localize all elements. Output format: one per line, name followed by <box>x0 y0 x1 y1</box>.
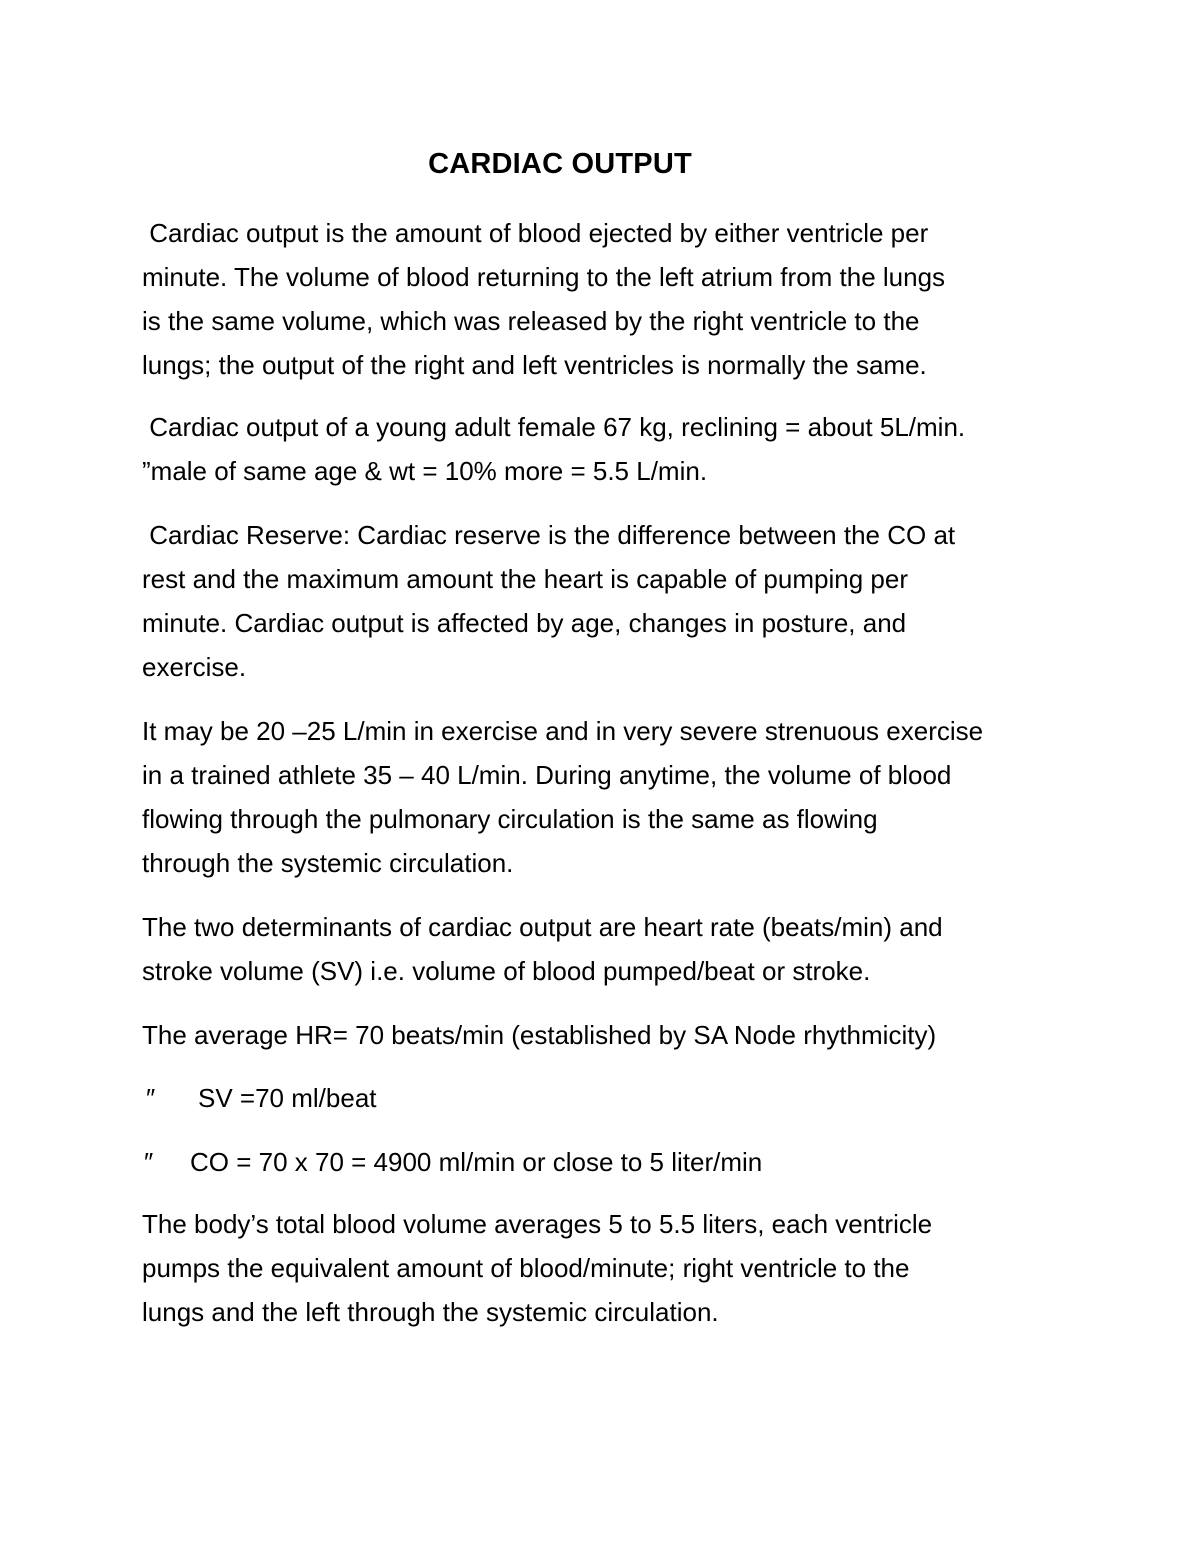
text-line: through the systemic circulation. <box>142 848 514 878</box>
paragraph-definition <box>142 211 1102 387</box>
co-line: CO = 70 x 70 = 4900 ml/min or close to 5 liter/min <box>190 1147 763 1177</box>
text-line: rest and the maximum amount the heart is capable of pumping per <box>142 564 908 594</box>
text-line: is the same volume, which was released by the right ventricle to the <box>142 306 920 336</box>
text-line: Cardiac output is the amount of blood ejected by either ventricle per <box>142 218 929 248</box>
text-line: lungs; the output of the right and left ventricles is normally the same. <box>142 350 927 380</box>
text-line: The two determinants of cardiac output are heart rate (beats/min) and <box>142 912 943 942</box>
page-title: CARDIAC OUTPUT <box>428 148 692 180</box>
text-line: minute. The volume of blood returning to the left atrium from the lungs <box>142 262 946 292</box>
text-line: flowing through the pulmonary circulation is the same as flowing <box>142 804 878 834</box>
sv-line: SV =70 ml/beat <box>198 1083 377 1113</box>
paragraph-average-hr <box>142 1013 1102 1057</box>
text-line: pumps the equivalent amount of blood/minute; right ventricle to the <box>142 1253 910 1283</box>
ditto-mark: ″ <box>146 1083 156 1113</box>
text-line: exercise. <box>142 652 247 682</box>
text-line: in a trained athlete 35 – 40 L/min. During anytime, the volume of blood <box>142 760 952 790</box>
paragraph-exercise <box>142 709 1102 885</box>
text-line: It may be 20 –25 L/min in exercise and in very severe strenuous exercise <box>142 716 984 746</box>
paragraph-typical-values <box>142 405 1102 493</box>
text-line: lungs and the left through the systemic circulation. <box>142 1297 719 1327</box>
text-line: Cardiac output of a young adult female 67 kg, reclining = about 5L/min. <box>142 412 966 442</box>
paragraph-cardiac-reserve <box>142 513 1102 689</box>
text-line: minute. Cardiac output is affected by age, changes in posture, and <box>142 608 907 638</box>
text-line: Cardiac Reserve: Cardiac reserve is the difference between the CO at <box>142 520 956 550</box>
text-line: The body’s total blood volume averages 5 to 5.5 liters, each ventricle <box>142 1209 933 1239</box>
text-line: stroke volume (SV) i.e. volume of blood pumped/beat or stroke. <box>142 956 871 986</box>
text-line: ”male of same age & wt = 10% more = 5.5 L/min. <box>142 456 708 486</box>
paragraph-determinants <box>142 905 1102 993</box>
paragraph-blood-volume <box>142 1202 1102 1334</box>
text-line: The average HR= 70 beats/min (established by SA Node rhythmicity) <box>142 1020 937 1050</box>
ditto-mark: ″ <box>144 1147 154 1177</box>
